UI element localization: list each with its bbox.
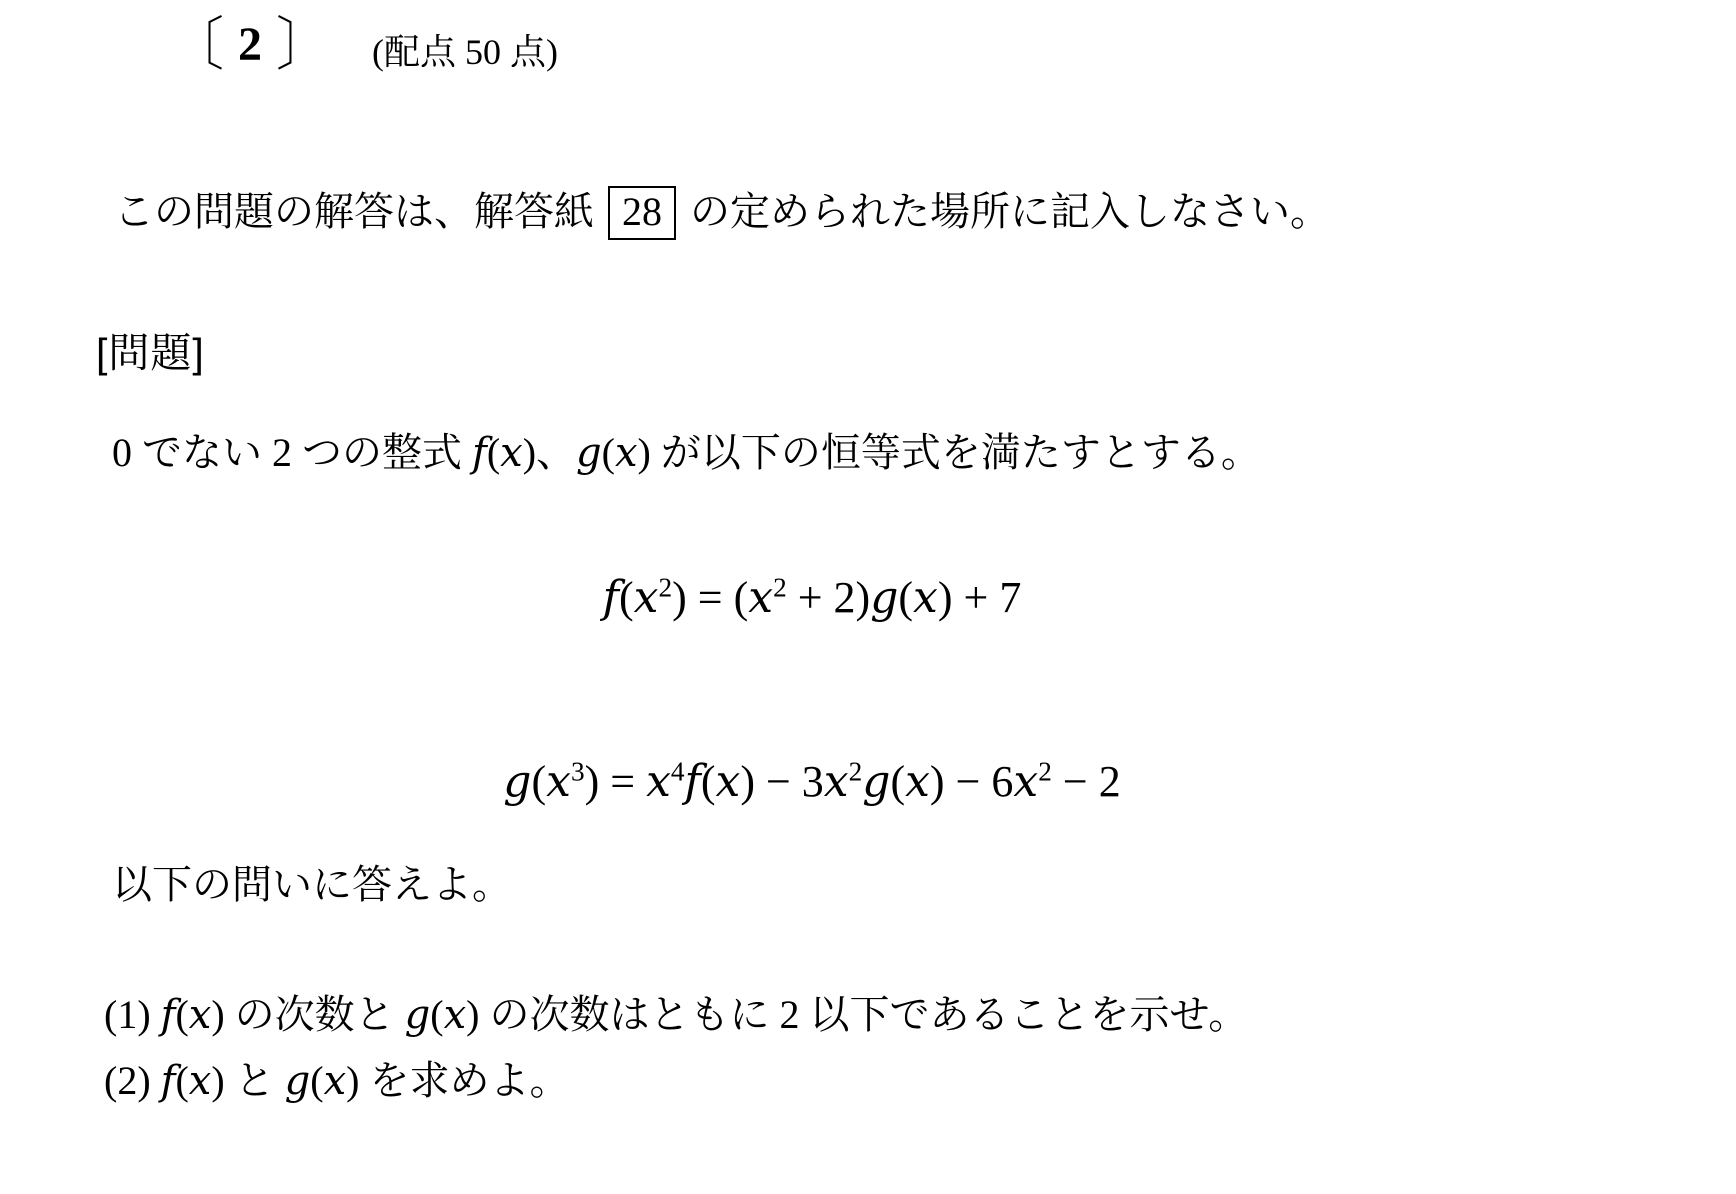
answer-sheet-number-box: 28 <box>608 186 676 240</box>
math-variable: x <box>913 572 938 623</box>
math-variable: f <box>160 1058 176 1104</box>
text-segment: と <box>224 1058 285 1103</box>
display-equation-2: $g(x^3) = x^4f(x) - 3x^2g(x) - 6x^2 - 2$ <box>503 756 1121 807</box>
math-variable: f <box>602 572 619 623</box>
display-equation-1: $f(x^2) = (x^2 + 2)g(x) + 7$ <box>602 572 1022 623</box>
math-variable: x <box>646 756 671 807</box>
problem-intro-line <box>112 428 1261 478</box>
math-variable: x <box>905 756 930 807</box>
math-variable: f <box>160 992 176 1038</box>
text-segment: 0 でない 2 つの整式 <box>112 430 472 475</box>
section-label-mondai: [問題] <box>96 330 205 376</box>
math-variable: x <box>323 1058 347 1104</box>
question-2-label: (2) <box>104 1058 161 1103</box>
math-variable: x <box>188 1058 212 1104</box>
header-close-bracket: 〕 <box>276 12 330 77</box>
question-2-text <box>161 1058 570 1103</box>
inline-math: f(x) <box>160 1058 225 1104</box>
math-variable: x <box>633 572 659 623</box>
math-variable: x <box>188 992 212 1038</box>
math-variable: x <box>1013 756 1039 807</box>
inline-math: g(x) <box>284 1058 360 1104</box>
math-variable: x <box>823 756 849 807</box>
math-variable: x <box>715 756 741 807</box>
answer-sheet-instruction <box>114 186 1330 240</box>
inline-math: g(x) <box>404 992 480 1038</box>
math-variable: f <box>472 430 487 476</box>
header-open-bracket: 〔 <box>170 12 224 77</box>
questions-lead-line: 以下の問いに答えよ。 <box>112 862 512 907</box>
math-variable: x <box>748 572 774 623</box>
text-segment: が以下の恒等式を満たすとする。 <box>650 430 1261 475</box>
text-segment: の次数はともに 2 以下であることを示せ。 <box>479 992 1249 1037</box>
math-variable: g <box>576 430 602 476</box>
question-1-label: (1) <box>104 992 161 1037</box>
math-variable: g <box>404 992 431 1038</box>
inline-math: f(x) <box>472 430 537 476</box>
inline-math: g(x) <box>576 430 651 476</box>
question-2 <box>104 1056 570 1106</box>
text-segment: の次数と <box>224 992 405 1037</box>
question-1 <box>104 990 1248 1040</box>
inline-math: f(x) <box>160 992 225 1038</box>
problem-number: 2 <box>238 17 262 71</box>
question-1-text <box>161 992 1249 1037</box>
math-variable: g <box>284 1058 311 1104</box>
problem-header <box>170 14 558 75</box>
math-variable: x <box>500 430 523 476</box>
text-segment: この問題の解答は、解答紙 <box>114 189 604 234</box>
text-segment: を求めよ。 <box>359 1058 570 1103</box>
text-segment: の定められた場所に記入しなさい。 <box>680 189 1330 234</box>
math-variable: g <box>870 572 899 623</box>
math-variable: x <box>614 430 638 476</box>
math-variable: g <box>862 756 891 807</box>
text-segment: 、 <box>536 430 577 475</box>
math-variable: x <box>546 756 571 807</box>
math-variable: x <box>443 992 467 1038</box>
points-allocation-label: (配点 50 点) <box>372 32 558 72</box>
math-variable: g <box>503 756 532 807</box>
math-variable: f <box>684 756 701 807</box>
